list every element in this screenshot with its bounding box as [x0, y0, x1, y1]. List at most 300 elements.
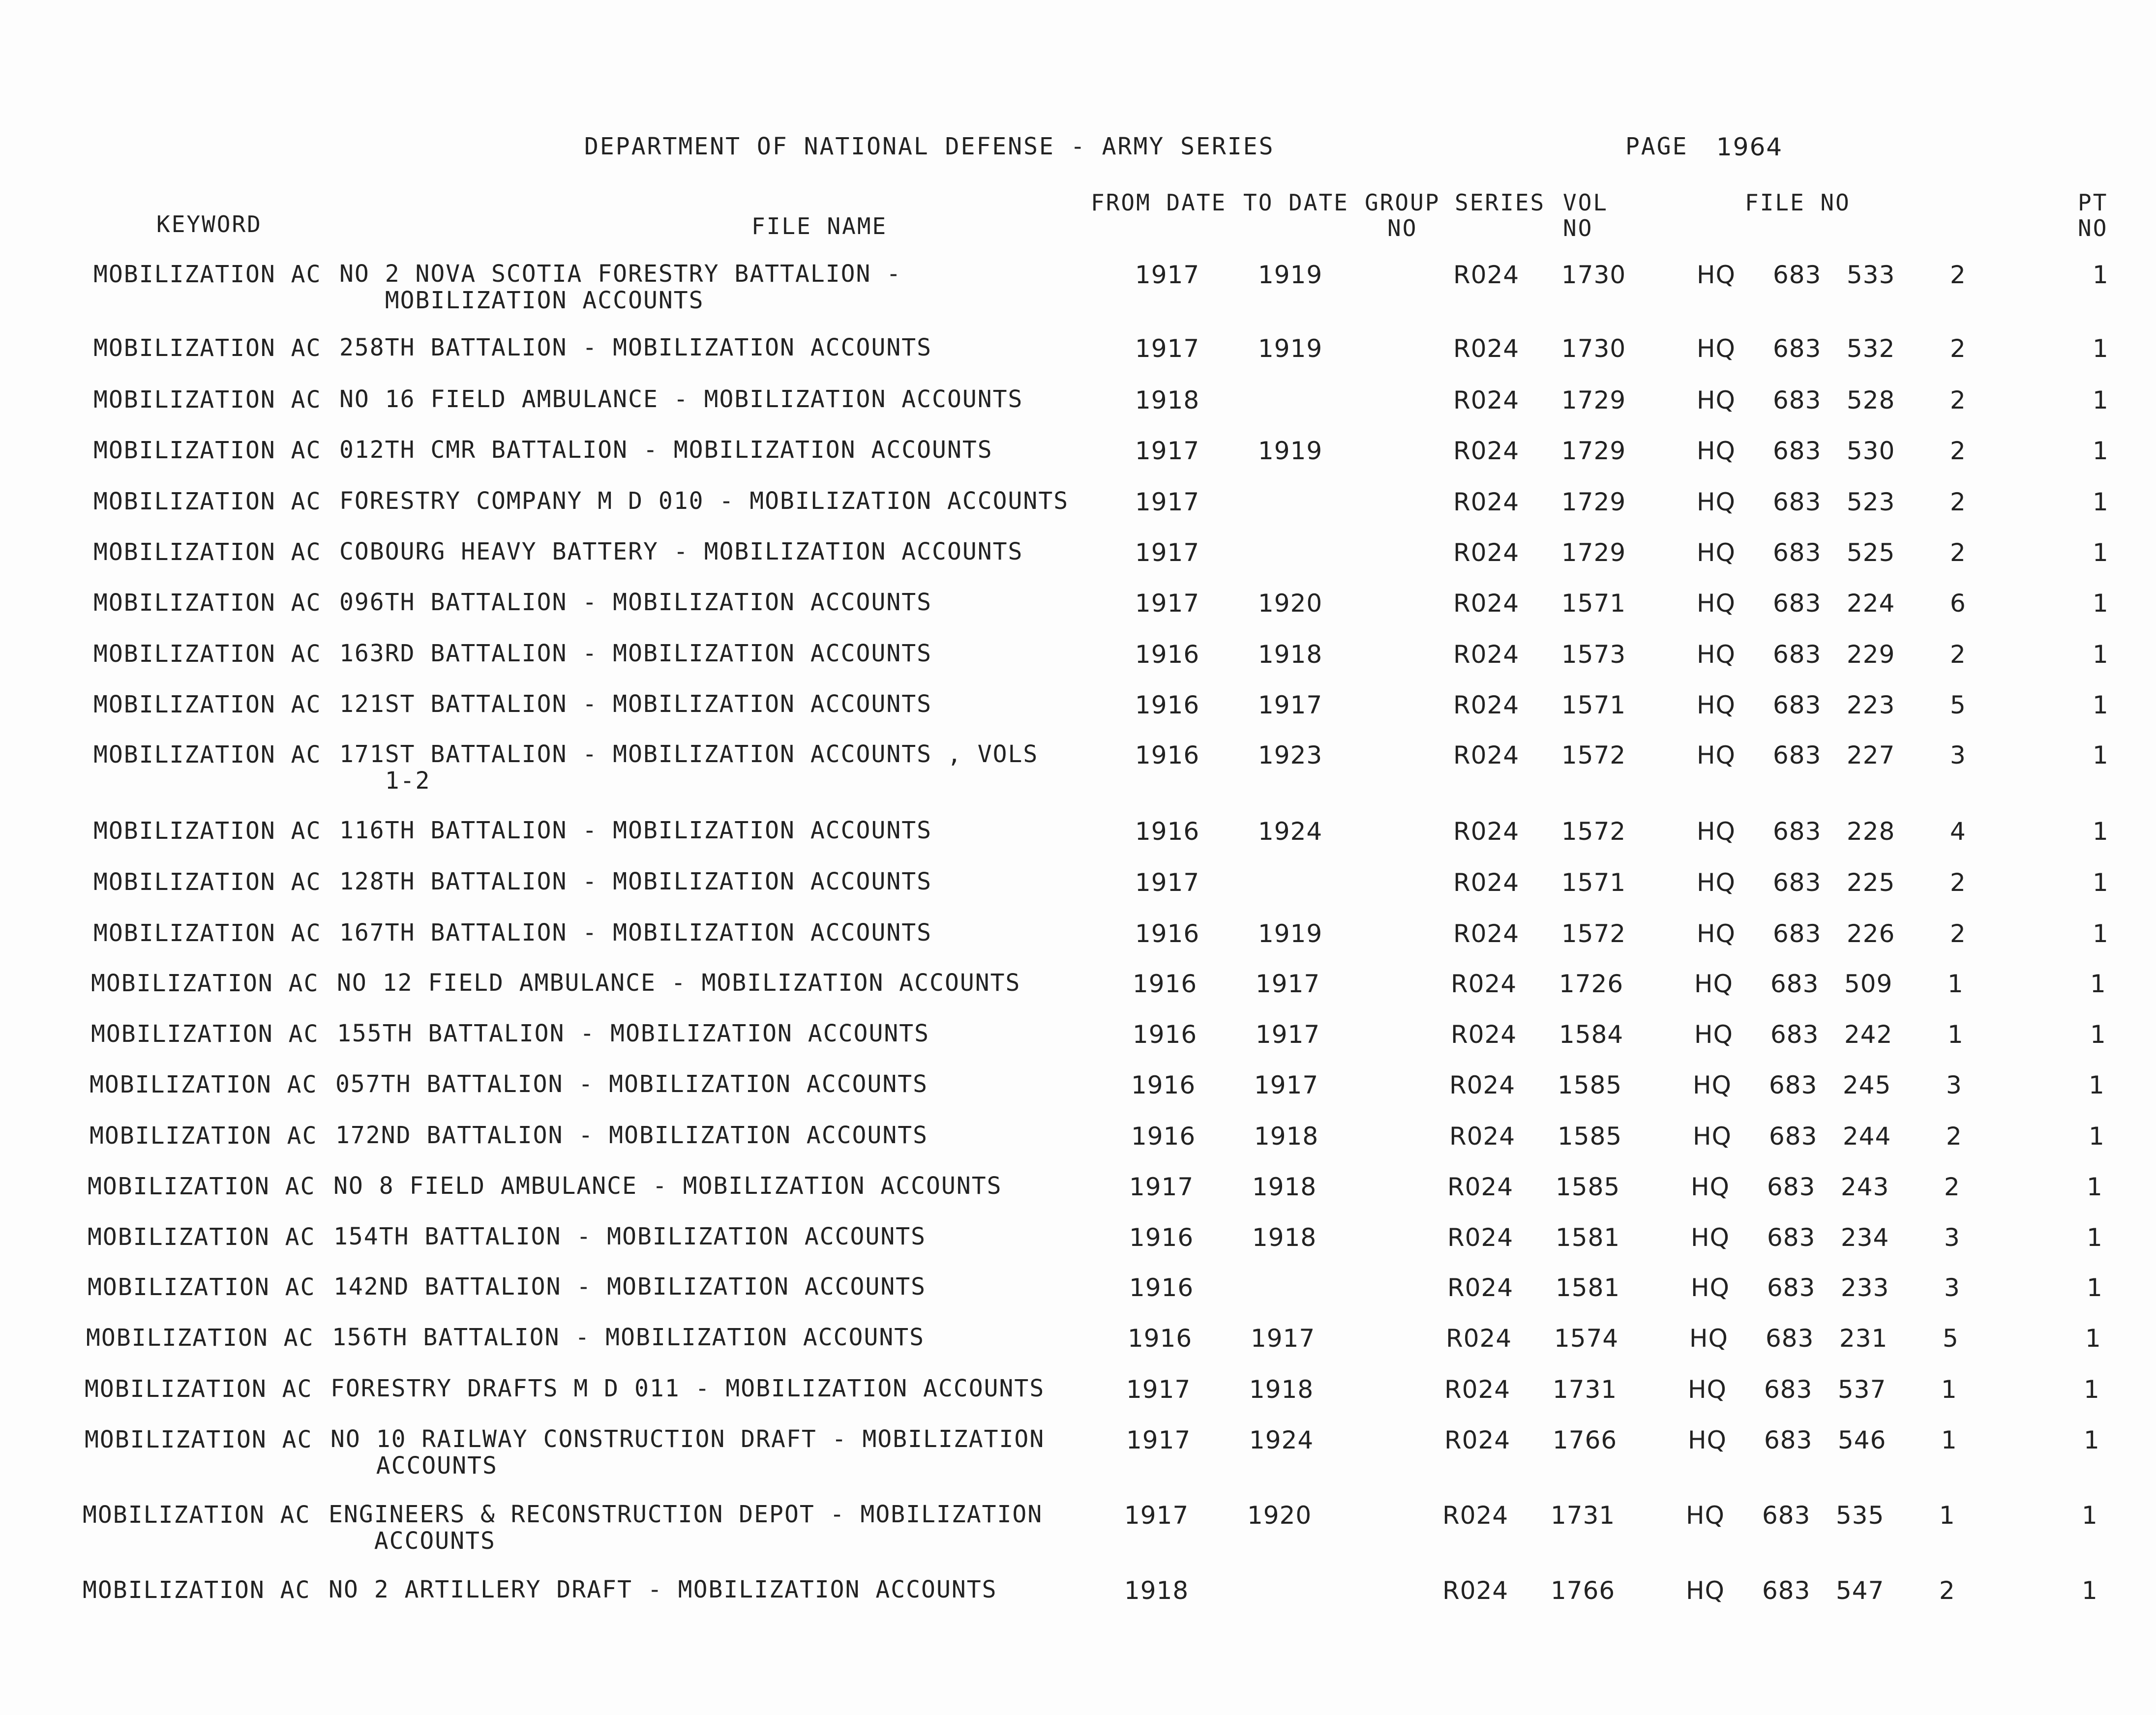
row-series: R024 [1451, 1020, 1517, 1049]
column-header-series: SERIES [1455, 189, 1546, 216]
row-file-no-part1: 683 [1773, 538, 1822, 567]
table-row [0, 1273, 2150, 1328]
row-file-no-prefix: HQ [1691, 1173, 1730, 1201]
table-row [0, 1426, 2147, 1480]
column-header-to-date: TO DATE [1243, 189, 1349, 216]
row-file-no-part2: 546 [1838, 1426, 1886, 1454]
row-keyword: MOBILIZATION AC [93, 386, 322, 414]
row-keyword: MOBILIZATION AC [88, 1273, 316, 1301]
row-series: R024 [1453, 868, 1520, 897]
row-file-name: 128TH BATTALION - MOBILIZATION ACCOUNTS [339, 868, 932, 895]
row-pt-no: 1 [2093, 868, 2109, 897]
table-row [0, 1173, 2150, 1227]
row-series: R024 [1447, 1173, 1514, 1201]
row-series: R024 [1444, 1426, 1511, 1454]
row-file-no-prefix: HQ [1697, 919, 1736, 948]
row-file-no-prefix: HQ [1694, 1020, 1733, 1049]
row-file-no-prefix: HQ [1693, 1071, 1732, 1099]
row-vol-no: 1766 [1553, 1426, 1617, 1454]
row-file-no-part3: 5 [1950, 691, 1966, 719]
row-pt-no: 1 [2093, 817, 2109, 846]
row-pt-no: 1 [2090, 1020, 2106, 1049]
table-row [0, 1122, 2152, 1176]
row-file-no-part2: 223 [1847, 691, 1895, 719]
row-series: R024 [1453, 538, 1520, 567]
row-keyword: MOBILIZATION AC [91, 970, 319, 997]
row-file-name: NO 2 NOVA SCOTIA FORESTRY BATTALION - MOBILIZATION ACCOUNTS [339, 260, 902, 314]
row-from-date: 1916 [1135, 691, 1200, 719]
row-pt-no: 1 [2093, 488, 2109, 516]
row-vol-no: 1585 [1557, 1071, 1622, 1099]
row-file-no-part2: 244 [1843, 1122, 1891, 1151]
row-from-date: 1917 [1135, 437, 1200, 465]
row-pt-no: 1 [2093, 589, 2109, 618]
row-from-date: 1916 [1131, 1071, 1196, 1099]
row-file-no-part2: 243 [1841, 1173, 1889, 1201]
row-file-name: 154TH BATTALION - MOBILIZATION ACCOUNTS [333, 1223, 927, 1250]
row-vol-no: 1729 [1561, 488, 1626, 516]
row-file-no-part1: 683 [1773, 640, 1822, 669]
table-row [0, 1223, 2150, 1277]
row-from-date: 1916 [1135, 640, 1200, 669]
row-file-no-part3: 3 [1950, 741, 1966, 769]
row-file-no-part3: 1 [1947, 1020, 1964, 1049]
row-from-date: 1917 [1126, 1426, 1191, 1454]
page-number: 1964 [1716, 133, 1783, 161]
row-series: R024 [1453, 741, 1520, 769]
row-keyword: MOBILIZATION AC [90, 1122, 318, 1150]
row-file-name: FORESTRY DRAFTS M D 011 - MOBILIZATION ACCOUNTS [330, 1375, 1045, 1402]
row-file-no-prefix: HQ [1697, 488, 1736, 516]
row-pt-no: 1 [2093, 741, 2109, 769]
row-file-no-part3: 2 [1950, 919, 1966, 948]
row-from-date: 1916 [1135, 817, 1200, 846]
row-vol-no: 1731 [1553, 1375, 1617, 1404]
row-keyword: MOBILIZATION AC [88, 1173, 316, 1200]
row-keyword: MOBILIZATION AC [93, 868, 322, 896]
row-vol-no: 1730 [1561, 261, 1626, 289]
row-pt-no: 1 [2089, 1122, 2105, 1151]
row-to-date: 1918 [1249, 1375, 1314, 1404]
row-file-name: 258TH BATTALION - MOBILIZATION ACCOUNTS [339, 334, 932, 361]
row-from-date: 1917 [1126, 1375, 1191, 1404]
row-file-no-part1: 683 [1762, 1501, 1811, 1530]
row-file-no-part3: 1 [1939, 1501, 1955, 1530]
column-header-file-name: FILE NAME [751, 213, 888, 239]
row-file-no-part2: 547 [1836, 1576, 1885, 1605]
row-from-date: 1917 [1135, 538, 1200, 567]
row-pt-no: 1 [2093, 386, 2109, 414]
row-file-name: NO 2 ARTILLERY DRAFT - MOBILIZATION ACCOUNTS [329, 1576, 997, 1603]
row-pt-no: 1 [2093, 538, 2109, 567]
row-keyword: MOBILIZATION AC [93, 488, 322, 515]
row-file-name: NO 8 FIELD AMBULANCE - MOBILIZATION ACCOUNTS [333, 1172, 1002, 1200]
row-file-no-part1: 683 [1766, 1324, 1814, 1353]
row-to-date: 1918 [1254, 1122, 1319, 1151]
row-file-no-part1: 683 [1773, 488, 1822, 516]
row-keyword: MOBILIZATION AC [83, 1576, 311, 1604]
row-series: R024 [1451, 970, 1517, 998]
row-file-no-part3: 1 [1941, 1426, 1957, 1454]
row-file-no-prefix: HQ [1697, 538, 1736, 567]
row-file-no-part1: 683 [1764, 1375, 1813, 1404]
table-row [0, 868, 2156, 922]
row-file-no-part1: 683 [1767, 1273, 1816, 1302]
row-vol-no: 1730 [1561, 334, 1626, 363]
row-file-no-prefix: HQ [1689, 1324, 1728, 1353]
row-keyword: MOBILIZATION AC [93, 538, 322, 566]
row-keyword: MOBILIZATION AC [93, 334, 322, 362]
row-keyword: MOBILIZATION AC [83, 1501, 311, 1529]
row-file-name: 163RD BATTALION - MOBILIZATION ACCOUNTS [339, 640, 932, 667]
row-file-no-part1: 683 [1773, 589, 1822, 618]
row-file-no-part3: 2 [1950, 334, 1966, 363]
row-file-no-part2: 227 [1847, 741, 1895, 769]
row-from-date: 1917 [1135, 488, 1200, 516]
row-pt-no: 1 [2093, 640, 2109, 669]
table-row [0, 437, 2156, 491]
row-to-date: 1917 [1256, 970, 1320, 998]
row-from-date: 1917 [1135, 261, 1200, 289]
row-file-no-part3: 2 [1950, 538, 1966, 567]
row-series: R024 [1442, 1501, 1509, 1530]
table-row [0, 640, 2156, 694]
row-to-date: 1917 [1258, 691, 1323, 719]
row-pt-no: 1 [2087, 1223, 2103, 1252]
row-from-date: 1917 [1135, 868, 1200, 897]
table-row [0, 1501, 2145, 1555]
row-keyword: MOBILIZATION AC [93, 589, 322, 617]
table-row [0, 589, 2156, 643]
table-row [0, 919, 2156, 974]
row-file-no-part3: 2 [1944, 1173, 1960, 1201]
row-vol-no: 1573 [1561, 640, 1626, 669]
row-pt-no: 1 [2084, 1375, 2100, 1404]
row-to-date: 1920 [1247, 1501, 1312, 1530]
row-file-no-part1: 683 [1773, 919, 1822, 948]
row-file-no-part1: 683 [1769, 1122, 1818, 1151]
column-header-keyword: KEYWORD [156, 211, 262, 237]
row-file-no-part2: 530 [1847, 437, 1895, 465]
row-pt-no: 1 [2090, 970, 2106, 998]
row-file-name: NO 10 RAILWAY CONSTRUCTION DRAFT - MOBILIZATION ACCOUNTS [330, 1425, 1045, 1479]
row-series: R024 [1447, 1273, 1514, 1302]
row-file-no-part3: 2 [1950, 640, 1966, 669]
row-file-name: ENGINEERS & RECONSTRUCTION DEPOT - MOBILIZATION ACCOUNTS [329, 1501, 1043, 1555]
row-keyword: MOBILIZATION AC [93, 741, 322, 769]
row-file-no-prefix: HQ [1688, 1426, 1727, 1454]
row-file-no-part1: 683 [1764, 1426, 1813, 1454]
row-from-date: 1917 [1124, 1501, 1189, 1530]
row-series: R024 [1453, 817, 1520, 846]
row-from-date: 1918 [1135, 386, 1200, 414]
row-to-date: 1924 [1249, 1426, 1314, 1454]
row-keyword: MOBILIZATION AC [93, 261, 322, 288]
row-file-no-part2: 528 [1847, 386, 1895, 414]
row-series: R024 [1449, 1122, 1516, 1151]
row-file-name: 155TH BATTALION - MOBILIZATION ACCOUNTS [337, 1020, 930, 1047]
row-file-no-part3: 4 [1950, 817, 1966, 846]
row-file-no-part3: 2 [1950, 488, 1966, 516]
row-file-no-part2: 234 [1841, 1223, 1889, 1252]
row-series: R024 [1453, 640, 1520, 669]
row-keyword: MOBILIZATION AC [91, 1020, 319, 1048]
row-pt-no: 1 [2093, 691, 2109, 719]
row-file-no-part1: 683 [1773, 868, 1822, 897]
column-header-pt-no: PT NO [2078, 189, 2108, 241]
page-title: DEPARTMENT OF NATIONAL DEFENSE - ARMY SERIES [584, 133, 1275, 160]
row-series: R024 [1447, 1223, 1514, 1252]
row-vol-no: 1571 [1561, 868, 1626, 897]
row-keyword: MOBILIZATION AC [93, 640, 322, 668]
row-file-no-part2: 231 [1839, 1324, 1888, 1353]
row-file-no-part2: 532 [1847, 334, 1895, 363]
row-file-no-part3: 3 [1946, 1071, 1962, 1099]
row-file-no-part2: 509 [1844, 970, 1893, 998]
row-file-no-part1: 683 [1773, 437, 1822, 465]
column-header-from-date: FROM DATE [1091, 189, 1227, 216]
row-pt-no: 1 [2093, 919, 2109, 948]
row-file-no-part1: 683 [1770, 1020, 1819, 1049]
row-file-no-prefix: HQ [1697, 741, 1736, 769]
row-vol-no: 1731 [1551, 1501, 1616, 1530]
row-file-name: 116TH BATTALION - MOBILIZATION ACCOUNTS [339, 817, 932, 844]
row-series: R024 [1453, 589, 1520, 618]
row-to-date: 1919 [1258, 334, 1323, 363]
table-row [0, 691, 2156, 745]
row-file-name: 012TH CMR BATTALION - MOBILIZATION ACCOUNTS [339, 436, 993, 464]
row-to-date: 1917 [1254, 1071, 1319, 1099]
row-series: R024 [1453, 437, 1520, 465]
row-file-name: 167TH BATTALION - MOBILIZATION ACCOUNTS [339, 919, 932, 946]
row-pt-no: 1 [2085, 1324, 2101, 1353]
row-keyword: MOBILIZATION AC [93, 919, 322, 947]
table-row [0, 1324, 2149, 1378]
row-keyword: MOBILIZATION AC [90, 1071, 318, 1098]
row-keyword: MOBILIZATION AC [88, 1223, 316, 1251]
row-vol-no: 1572 [1561, 741, 1626, 769]
row-file-name: FORESTRY COMPANY M D 010 - MOBILIZATION ACCOUNTS [339, 487, 1069, 515]
row-file-no-part1: 683 [1773, 741, 1822, 769]
row-from-date: 1916 [1133, 970, 1198, 998]
row-pt-no: 1 [2093, 261, 2109, 289]
row-vol-no: 1729 [1561, 437, 1626, 465]
table-row [0, 741, 2156, 795]
row-to-date: 1918 [1258, 640, 1323, 669]
row-file-no-prefix: HQ [1688, 1375, 1727, 1404]
row-from-date: 1917 [1129, 1173, 1194, 1201]
row-file-no-part1: 683 [1762, 1576, 1811, 1605]
row-file-no-part1: 683 [1767, 1173, 1816, 1201]
row-file-no-part2: 242 [1844, 1020, 1893, 1049]
table-row [0, 386, 2156, 440]
row-file-no-prefix: HQ [1693, 1122, 1732, 1151]
row-file-no-part1: 683 [1773, 386, 1822, 414]
table-row [0, 488, 2156, 542]
row-vol-no: 1585 [1556, 1173, 1620, 1201]
row-file-no-prefix: HQ [1686, 1576, 1725, 1605]
row-file-no-part2: 533 [1847, 261, 1895, 289]
table-row [0, 1375, 2147, 1429]
row-file-no-part2: 233 [1841, 1273, 1889, 1302]
row-file-no-part3: 2 [1950, 386, 1966, 414]
row-series: R024 [1453, 919, 1520, 948]
row-file-name: 156TH BATTALION - MOBILIZATION ACCOUNTS [332, 1324, 925, 1351]
row-file-no-part3: 3 [1944, 1223, 1960, 1252]
row-to-date: 1917 [1251, 1324, 1316, 1353]
row-file-no-prefix: HQ [1697, 817, 1736, 846]
row-from-date: 1916 [1135, 919, 1200, 948]
row-file-name: 121ST BATTALION - MOBILIZATION ACCOUNTS [339, 690, 932, 718]
row-file-no-prefix: HQ [1697, 589, 1736, 618]
row-file-no-part1: 683 [1773, 261, 1822, 289]
row-file-no-part1: 683 [1773, 691, 1822, 719]
row-from-date: 1918 [1124, 1576, 1189, 1605]
row-file-no-part2: 226 [1847, 919, 1895, 948]
row-from-date: 1916 [1129, 1273, 1194, 1302]
row-file-no-prefix: HQ [1697, 261, 1736, 289]
row-file-no-part3: 3 [1944, 1273, 1960, 1302]
row-keyword: MOBILIZATION AC [93, 437, 322, 464]
column-header-group-no: GROUP NO [1365, 189, 1440, 241]
row-file-no-part3: 2 [1950, 868, 1966, 897]
row-series: R024 [1453, 386, 1520, 414]
row-to-date: 1919 [1258, 261, 1323, 289]
row-to-date: 1920 [1258, 589, 1323, 618]
row-file-no-part2: 229 [1847, 640, 1895, 669]
row-vol-no: 1726 [1559, 970, 1624, 998]
column-header-file-no: FILE NO [1745, 189, 1851, 216]
row-to-date: 1924 [1258, 817, 1323, 846]
table-row [0, 334, 2156, 388]
row-file-no-part3: 2 [1950, 437, 1966, 465]
row-keyword: MOBILIZATION AC [85, 1375, 313, 1403]
row-file-no-part1: 683 [1773, 817, 1822, 846]
row-file-name: NO 12 FIELD AMBULANCE - MOBILIZATION ACCOUNTS [337, 969, 1021, 997]
row-pt-no: 1 [2082, 1576, 2098, 1605]
row-file-no-part3: 1 [1941, 1375, 1957, 1404]
table-row [0, 817, 2156, 871]
row-series: R024 [1446, 1324, 1512, 1353]
row-from-date: 1916 [1133, 1020, 1198, 1049]
row-vol-no: 1572 [1561, 817, 1626, 846]
row-pt-no: 1 [2089, 1071, 2105, 1099]
row-file-no-part2: 523 [1847, 488, 1895, 516]
row-to-date: 1918 [1252, 1223, 1317, 1252]
row-file-no-part1: 683 [1773, 334, 1822, 363]
table-row [0, 1020, 2154, 1074]
row-file-no-part3: 2 [1939, 1576, 1955, 1605]
row-file-no-part2: 228 [1847, 817, 1895, 846]
row-vol-no: 1584 [1559, 1020, 1624, 1049]
row-vol-no: 1571 [1561, 691, 1626, 719]
row-file-name: 096TH BATTALION - MOBILIZATION ACCOUNTS [339, 589, 932, 616]
row-vol-no: 1572 [1561, 919, 1626, 948]
row-file-no-prefix: HQ [1691, 1223, 1730, 1252]
row-series: R024 [1453, 488, 1520, 516]
row-file-no-prefix: HQ [1686, 1501, 1725, 1530]
row-file-no-part2: 535 [1836, 1501, 1885, 1530]
row-file-no-part1: 683 [1769, 1071, 1818, 1099]
row-vol-no: 1729 [1561, 386, 1626, 414]
row-to-date: 1923 [1258, 741, 1323, 769]
row-file-name: COBOURG HEAVY BATTERY - MOBILIZATION ACCOUNTS [339, 538, 1023, 565]
row-from-date: 1917 [1135, 589, 1200, 618]
row-file-no-prefix: HQ [1691, 1273, 1730, 1302]
row-series: R024 [1444, 1375, 1511, 1404]
row-pt-no: 1 [2093, 334, 2109, 363]
row-from-date: 1916 [1128, 1324, 1193, 1353]
row-file-name: 057TH BATTALION - MOBILIZATION ACCOUNTS [335, 1070, 928, 1098]
row-series: R024 [1449, 1071, 1516, 1099]
row-vol-no: 1766 [1551, 1576, 1616, 1605]
row-from-date: 1916 [1129, 1223, 1194, 1252]
column-header-vol-no: VOL NO [1563, 189, 1609, 241]
row-file-no-part3: 1 [1947, 970, 1964, 998]
row-keyword: MOBILIZATION AC [93, 817, 322, 845]
row-file-no-prefix: HQ [1697, 691, 1736, 719]
row-file-no-part1: 683 [1767, 1223, 1816, 1252]
row-series: R024 [1453, 334, 1520, 363]
row-to-date: 1919 [1258, 919, 1323, 948]
row-pt-no: 1 [2093, 437, 2109, 465]
table-row [0, 261, 2156, 315]
row-file-name: NO 16 FIELD AMBULANCE - MOBILIZATION ACCOUNTS [339, 385, 1023, 413]
row-file-no-part3: 2 [1950, 261, 1966, 289]
row-vol-no: 1581 [1556, 1223, 1620, 1252]
row-from-date: 1916 [1131, 1122, 1196, 1151]
row-vol-no: 1571 [1561, 589, 1626, 618]
row-pt-no: 1 [2084, 1426, 2100, 1454]
row-file-no-prefix: HQ [1697, 868, 1736, 897]
page-label: PAGE [1625, 133, 1688, 160]
row-file-no-prefix: HQ [1697, 437, 1736, 465]
row-pt-no: 1 [2082, 1501, 2098, 1530]
row-file-no-part3: 5 [1943, 1324, 1959, 1353]
row-file-name: 171ST BATTALION - MOBILIZATION ACCOUNTS , VOLS 1-2 [339, 740, 1039, 795]
row-file-no-part1: 683 [1770, 970, 1819, 998]
row-vol-no: 1729 [1561, 538, 1626, 567]
row-pt-no: 1 [2087, 1273, 2103, 1302]
row-file-no-prefix: HQ [1697, 334, 1736, 363]
row-file-name: 172ND BATTALION - MOBILIZATION ACCOUNTS [335, 1122, 928, 1149]
table-row [0, 538, 2156, 592]
table-row [0, 970, 2154, 1024]
table-row [0, 1576, 2145, 1630]
row-series: R024 [1453, 691, 1520, 719]
row-file-no-part3: 6 [1950, 589, 1966, 618]
row-vol-no: 1581 [1556, 1273, 1620, 1302]
row-file-no-part2: 537 [1838, 1375, 1886, 1404]
row-file-name: 142ND BATTALION - MOBILIZATION ACCOUNTS [333, 1273, 927, 1301]
row-from-date: 1917 [1135, 334, 1200, 363]
row-file-no-part2: 525 [1847, 538, 1895, 567]
row-vol-no: 1585 [1557, 1122, 1622, 1151]
row-file-no-part2: 224 [1847, 589, 1895, 618]
row-series: R024 [1442, 1576, 1509, 1605]
row-keyword: MOBILIZATION AC [85, 1426, 313, 1453]
row-vol-no: 1574 [1554, 1324, 1619, 1353]
row-keyword: MOBILIZATION AC [93, 691, 322, 718]
row-to-date: 1919 [1258, 437, 1323, 465]
row-to-date: 1918 [1252, 1173, 1317, 1201]
row-file-no-part2: 245 [1843, 1071, 1891, 1099]
table-row [0, 1071, 2152, 1125]
row-file-no-prefix: HQ [1697, 640, 1736, 669]
row-file-no-part2: 225 [1847, 868, 1895, 897]
row-file-no-prefix: HQ [1694, 970, 1733, 998]
row-pt-no: 1 [2087, 1173, 2103, 1201]
